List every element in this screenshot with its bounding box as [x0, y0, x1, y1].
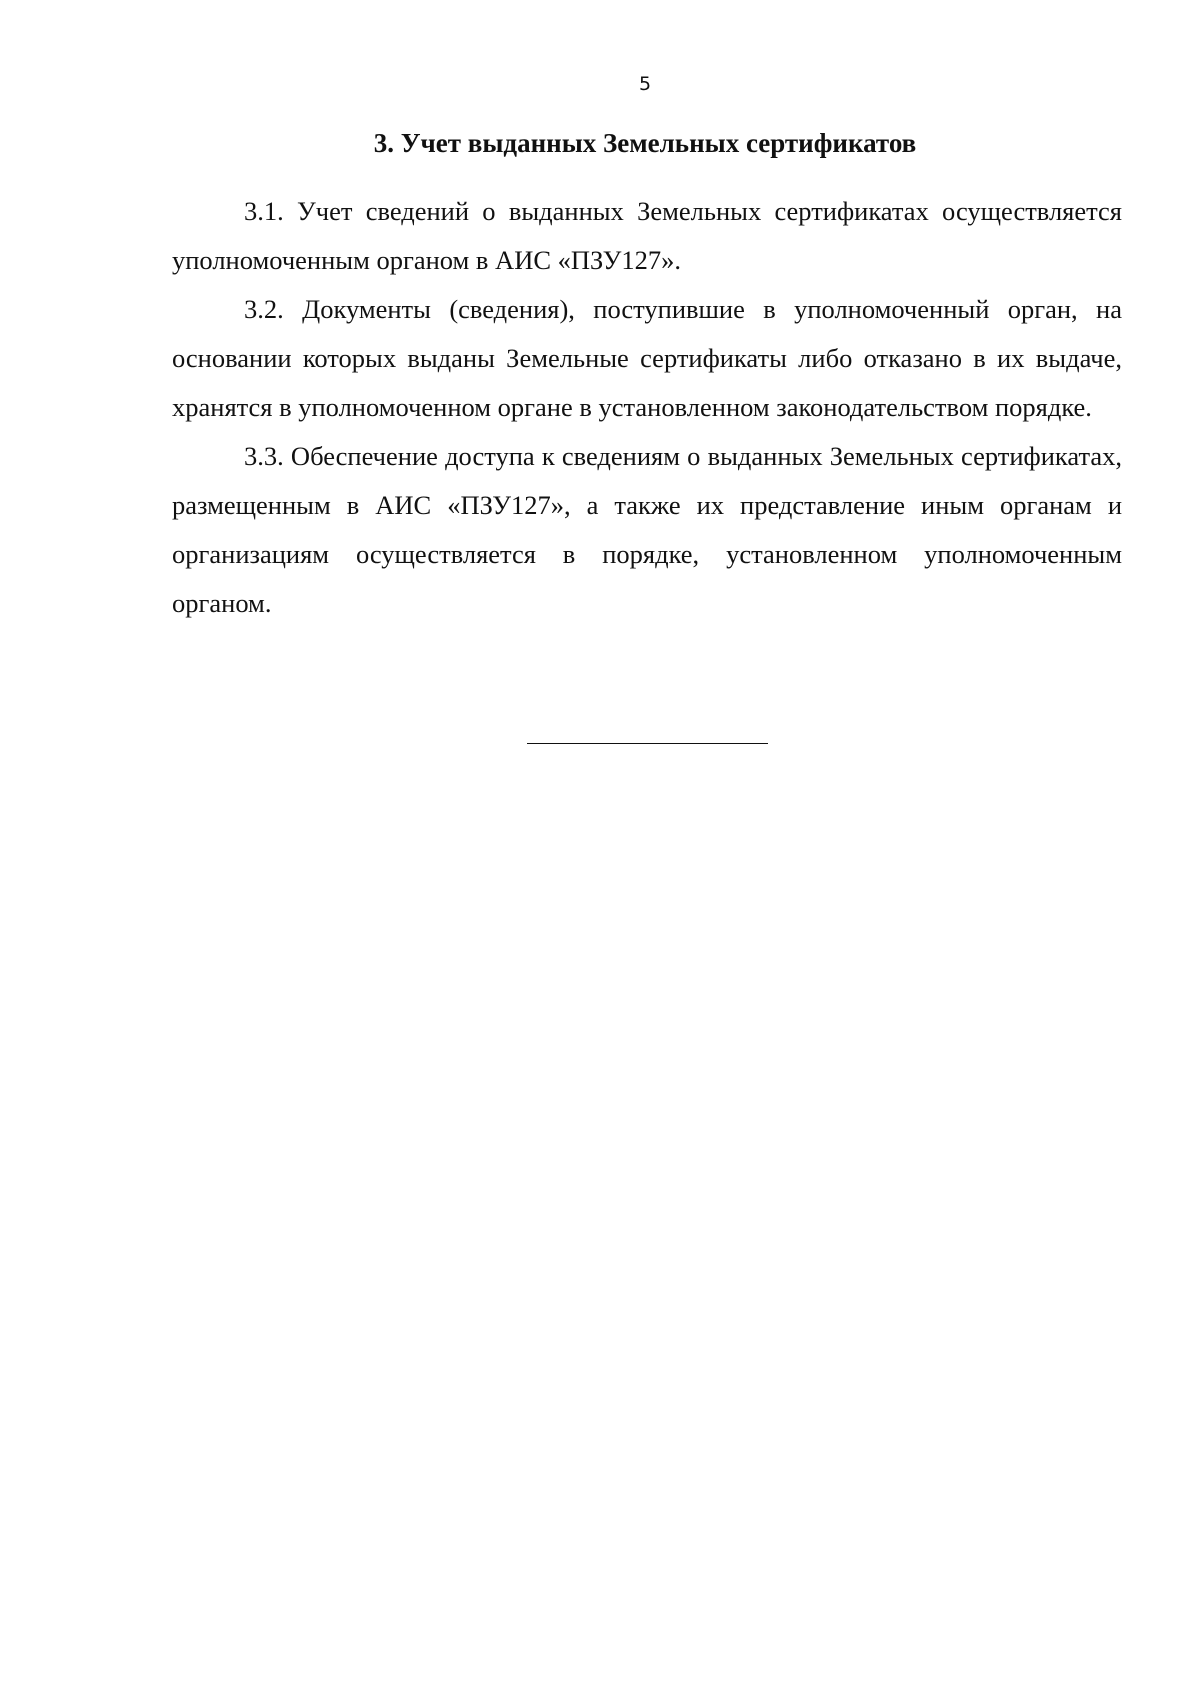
paragraph-3-2: 3.2. Документы (сведения), поступившие в уполномоченный орган, на основании которых выданы Земельные сертификаты либо отказано в их выдаче, хранятся в уполномоченном органе в установленном законодательством порядке. — [172, 294, 1122, 422]
paragraph-3-3: 3.3. Обеспечение доступа к сведениям о выданных Земельных сертификатах, размещенным в АИС «ПЗУ127», а также их представление иным органам и организациям осуществляется в порядке, установленном уполномоченным органом. — [172, 441, 1122, 618]
page-number: 5 — [638, 73, 652, 95]
section-title: 3. Учет выданных Земельных сертификатов — [373, 128, 917, 158]
section-body — [172, 187, 1122, 628]
paragraph-3-1: 3.1. Учет сведений о выданных Земельных сертификатах осуществляется уполномоченным органом в АИС «ПЗУ127». — [172, 196, 1122, 275]
end-of-document-rule — [527, 743, 768, 744]
